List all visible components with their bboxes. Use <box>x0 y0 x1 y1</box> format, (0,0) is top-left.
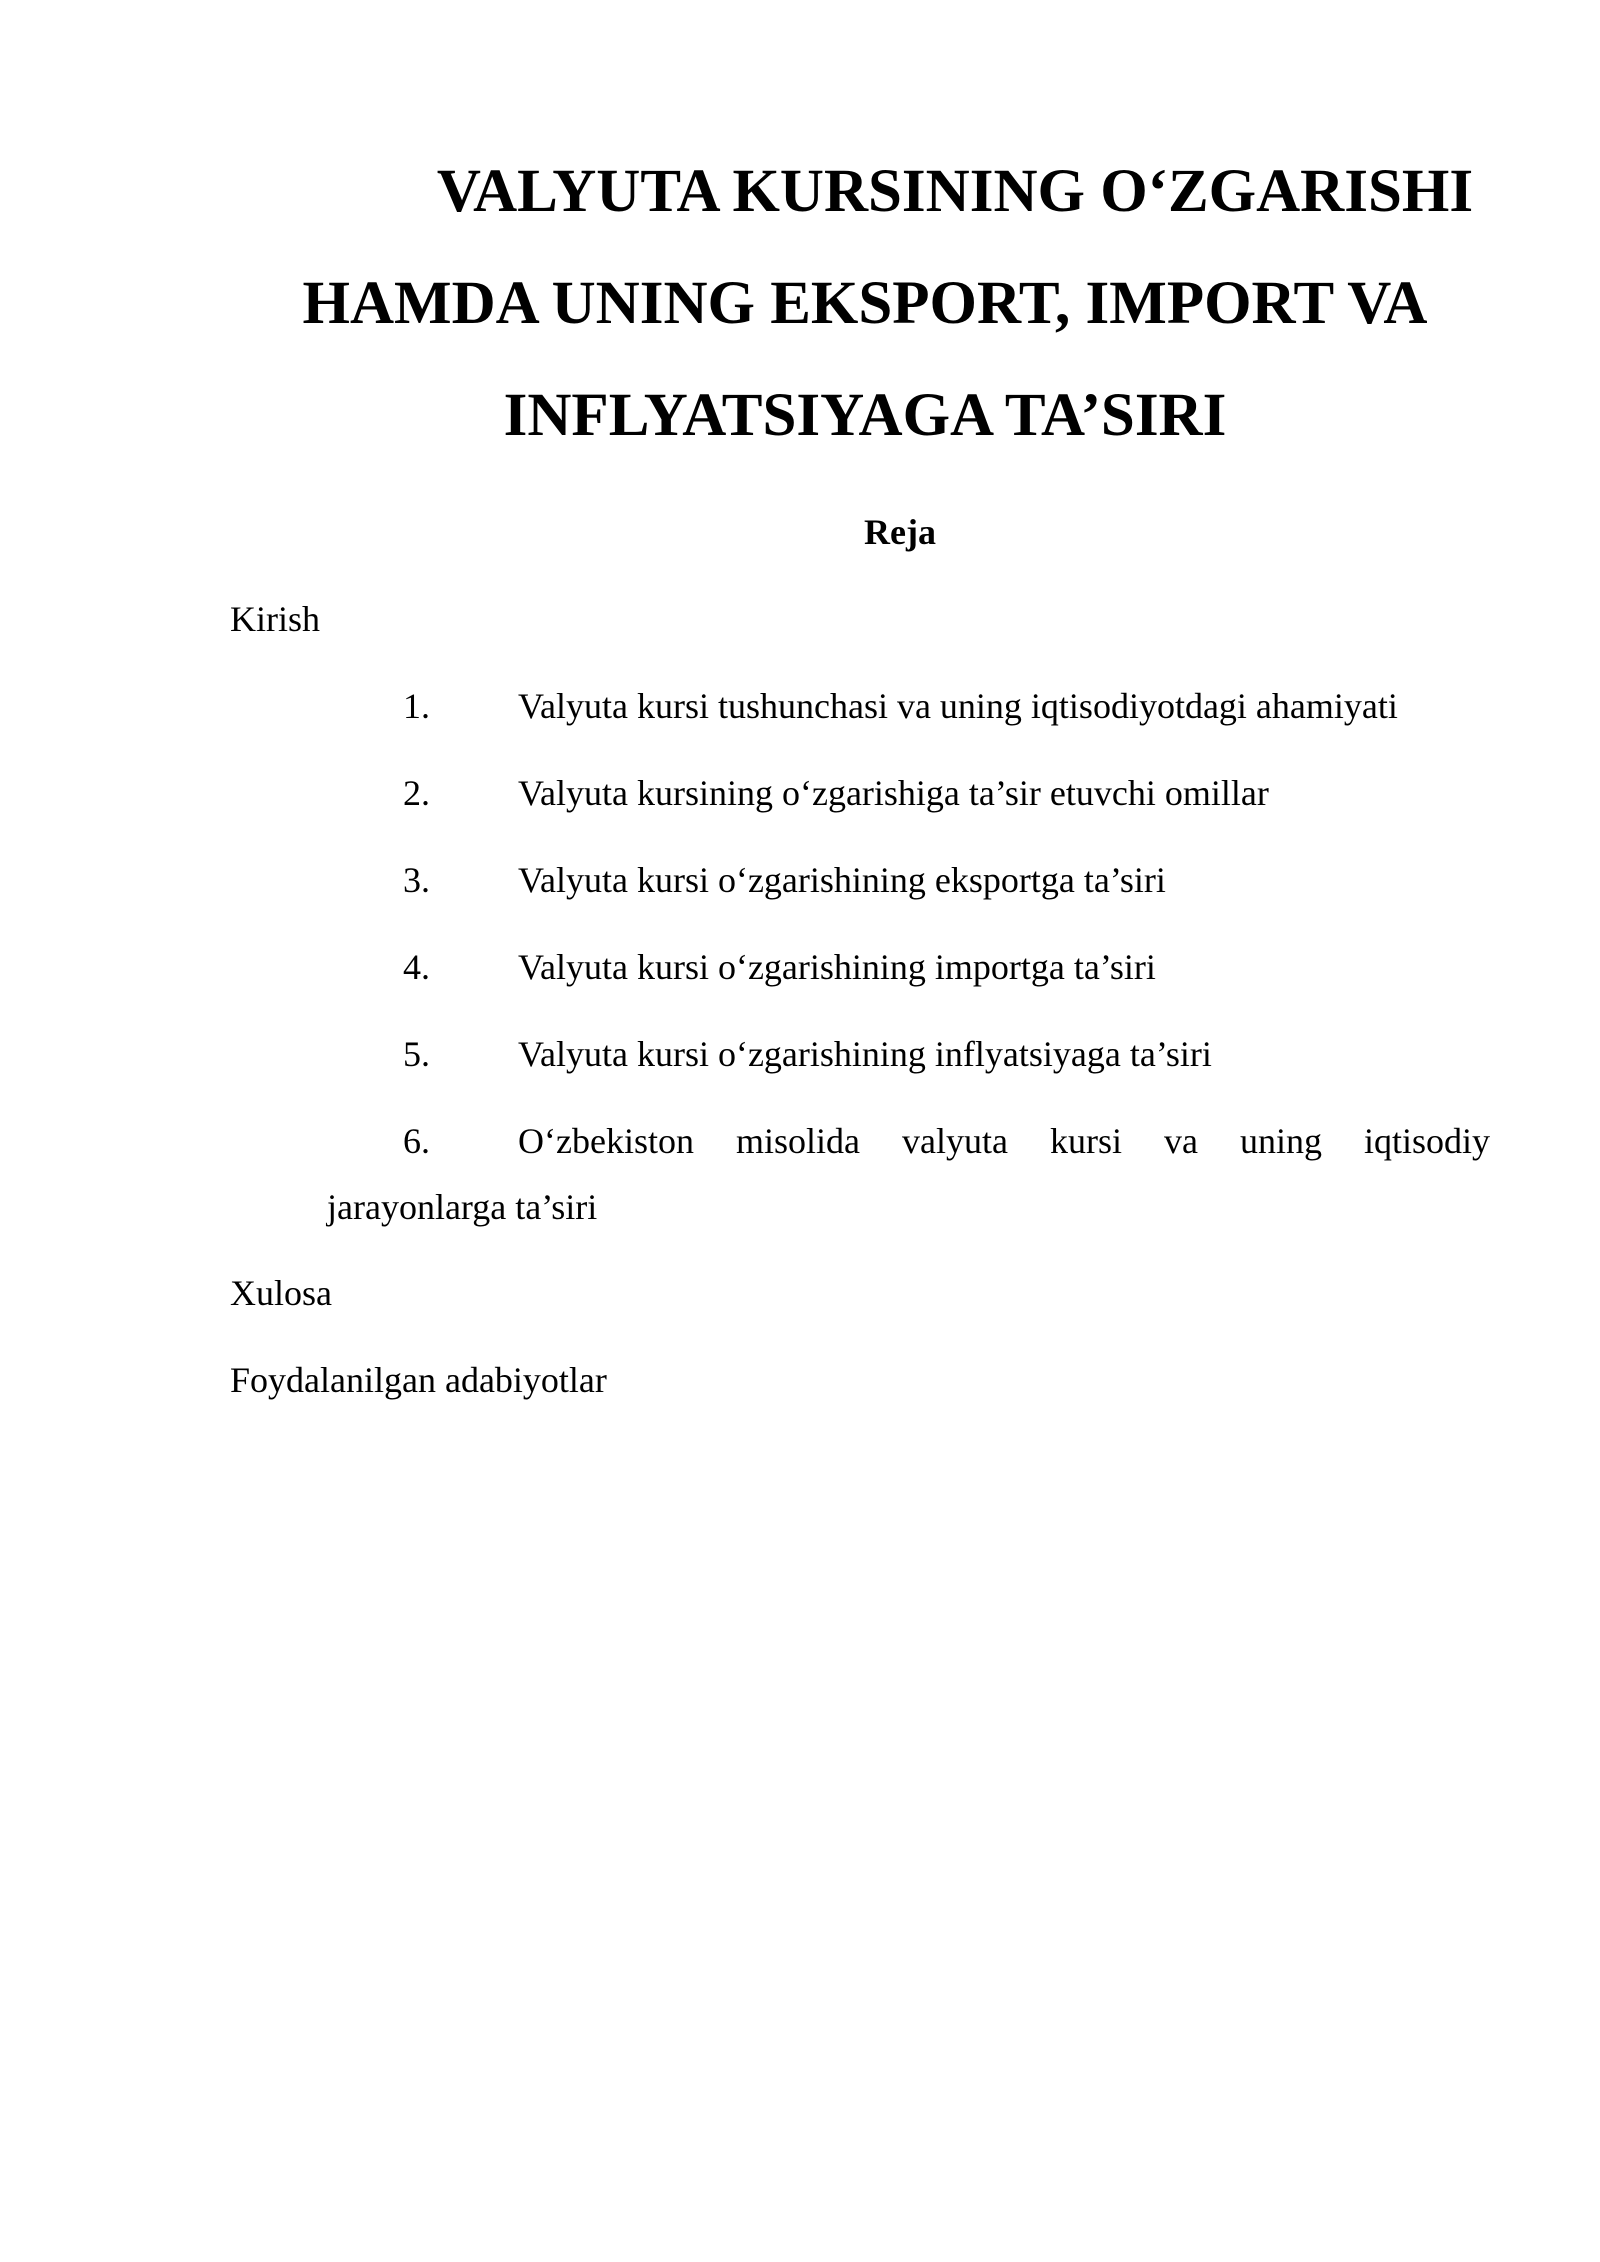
plan-item-6 <box>327 1113 1493 1227</box>
title-line-3: INFLYATSIYAGA TA’SIRI <box>503 382 1227 449</box>
plan-item-number: 5. <box>403 1034 430 1074</box>
conclusion-entry: Xulosa <box>230 1273 332 1313</box>
intro-entry: Kirish <box>230 599 320 639</box>
plan-item-text: Valyuta kursi o‘zgarishining inflyatsiyaga ta’siri <box>518 1034 1212 1074</box>
plan-item-text: Valyuta kursining o‘zgarishiga ta’sir etuvchi omillar <box>518 773 1269 813</box>
plan-item-1 <box>403 678 1493 734</box>
plan-item-number: 4. <box>403 947 430 987</box>
plan-heading: Reja <box>864 512 936 552</box>
plan-item-5 <box>403 1026 1493 1082</box>
plan-item-text: Valyuta kursi o‘zgarishining eksportga ta’siri <box>518 860 1166 900</box>
plan-item-number: 3. <box>403 860 430 900</box>
plan-item-number: 2. <box>403 773 430 813</box>
title-line-1: VALYUTA KURSINING O‘ZGARISHI <box>436 158 1474 225</box>
title-line-2: HAMDA UNING EKSPORT, IMPORT VA <box>302 270 1428 337</box>
plan-item-number: 1. <box>403 686 430 726</box>
plan-item-4 <box>403 939 1493 995</box>
plan-item-2 <box>403 765 1493 821</box>
plan-item-3 <box>403 852 1493 908</box>
document-title <box>230 136 1500 472</box>
plan-item-text: Valyuta kursi o‘zgarishining importga ta’siri <box>518 947 1156 987</box>
references-entry: Foydalanilgan adabiyotlar <box>230 1360 607 1400</box>
plan-item-text: Valyuta kursi tushunchasi va uning iqtisodiyotdagi ahamiyati <box>518 686 1398 726</box>
plan-item-text-continuation: jarayonlarga ta’siri <box>327 1187 598 1227</box>
plan-item-text: O‘zbekiston misolida valyuta kursi va uning iqtisodiy <box>518 1121 1490 1161</box>
plan-item-number: 6. <box>403 1121 430 1161</box>
